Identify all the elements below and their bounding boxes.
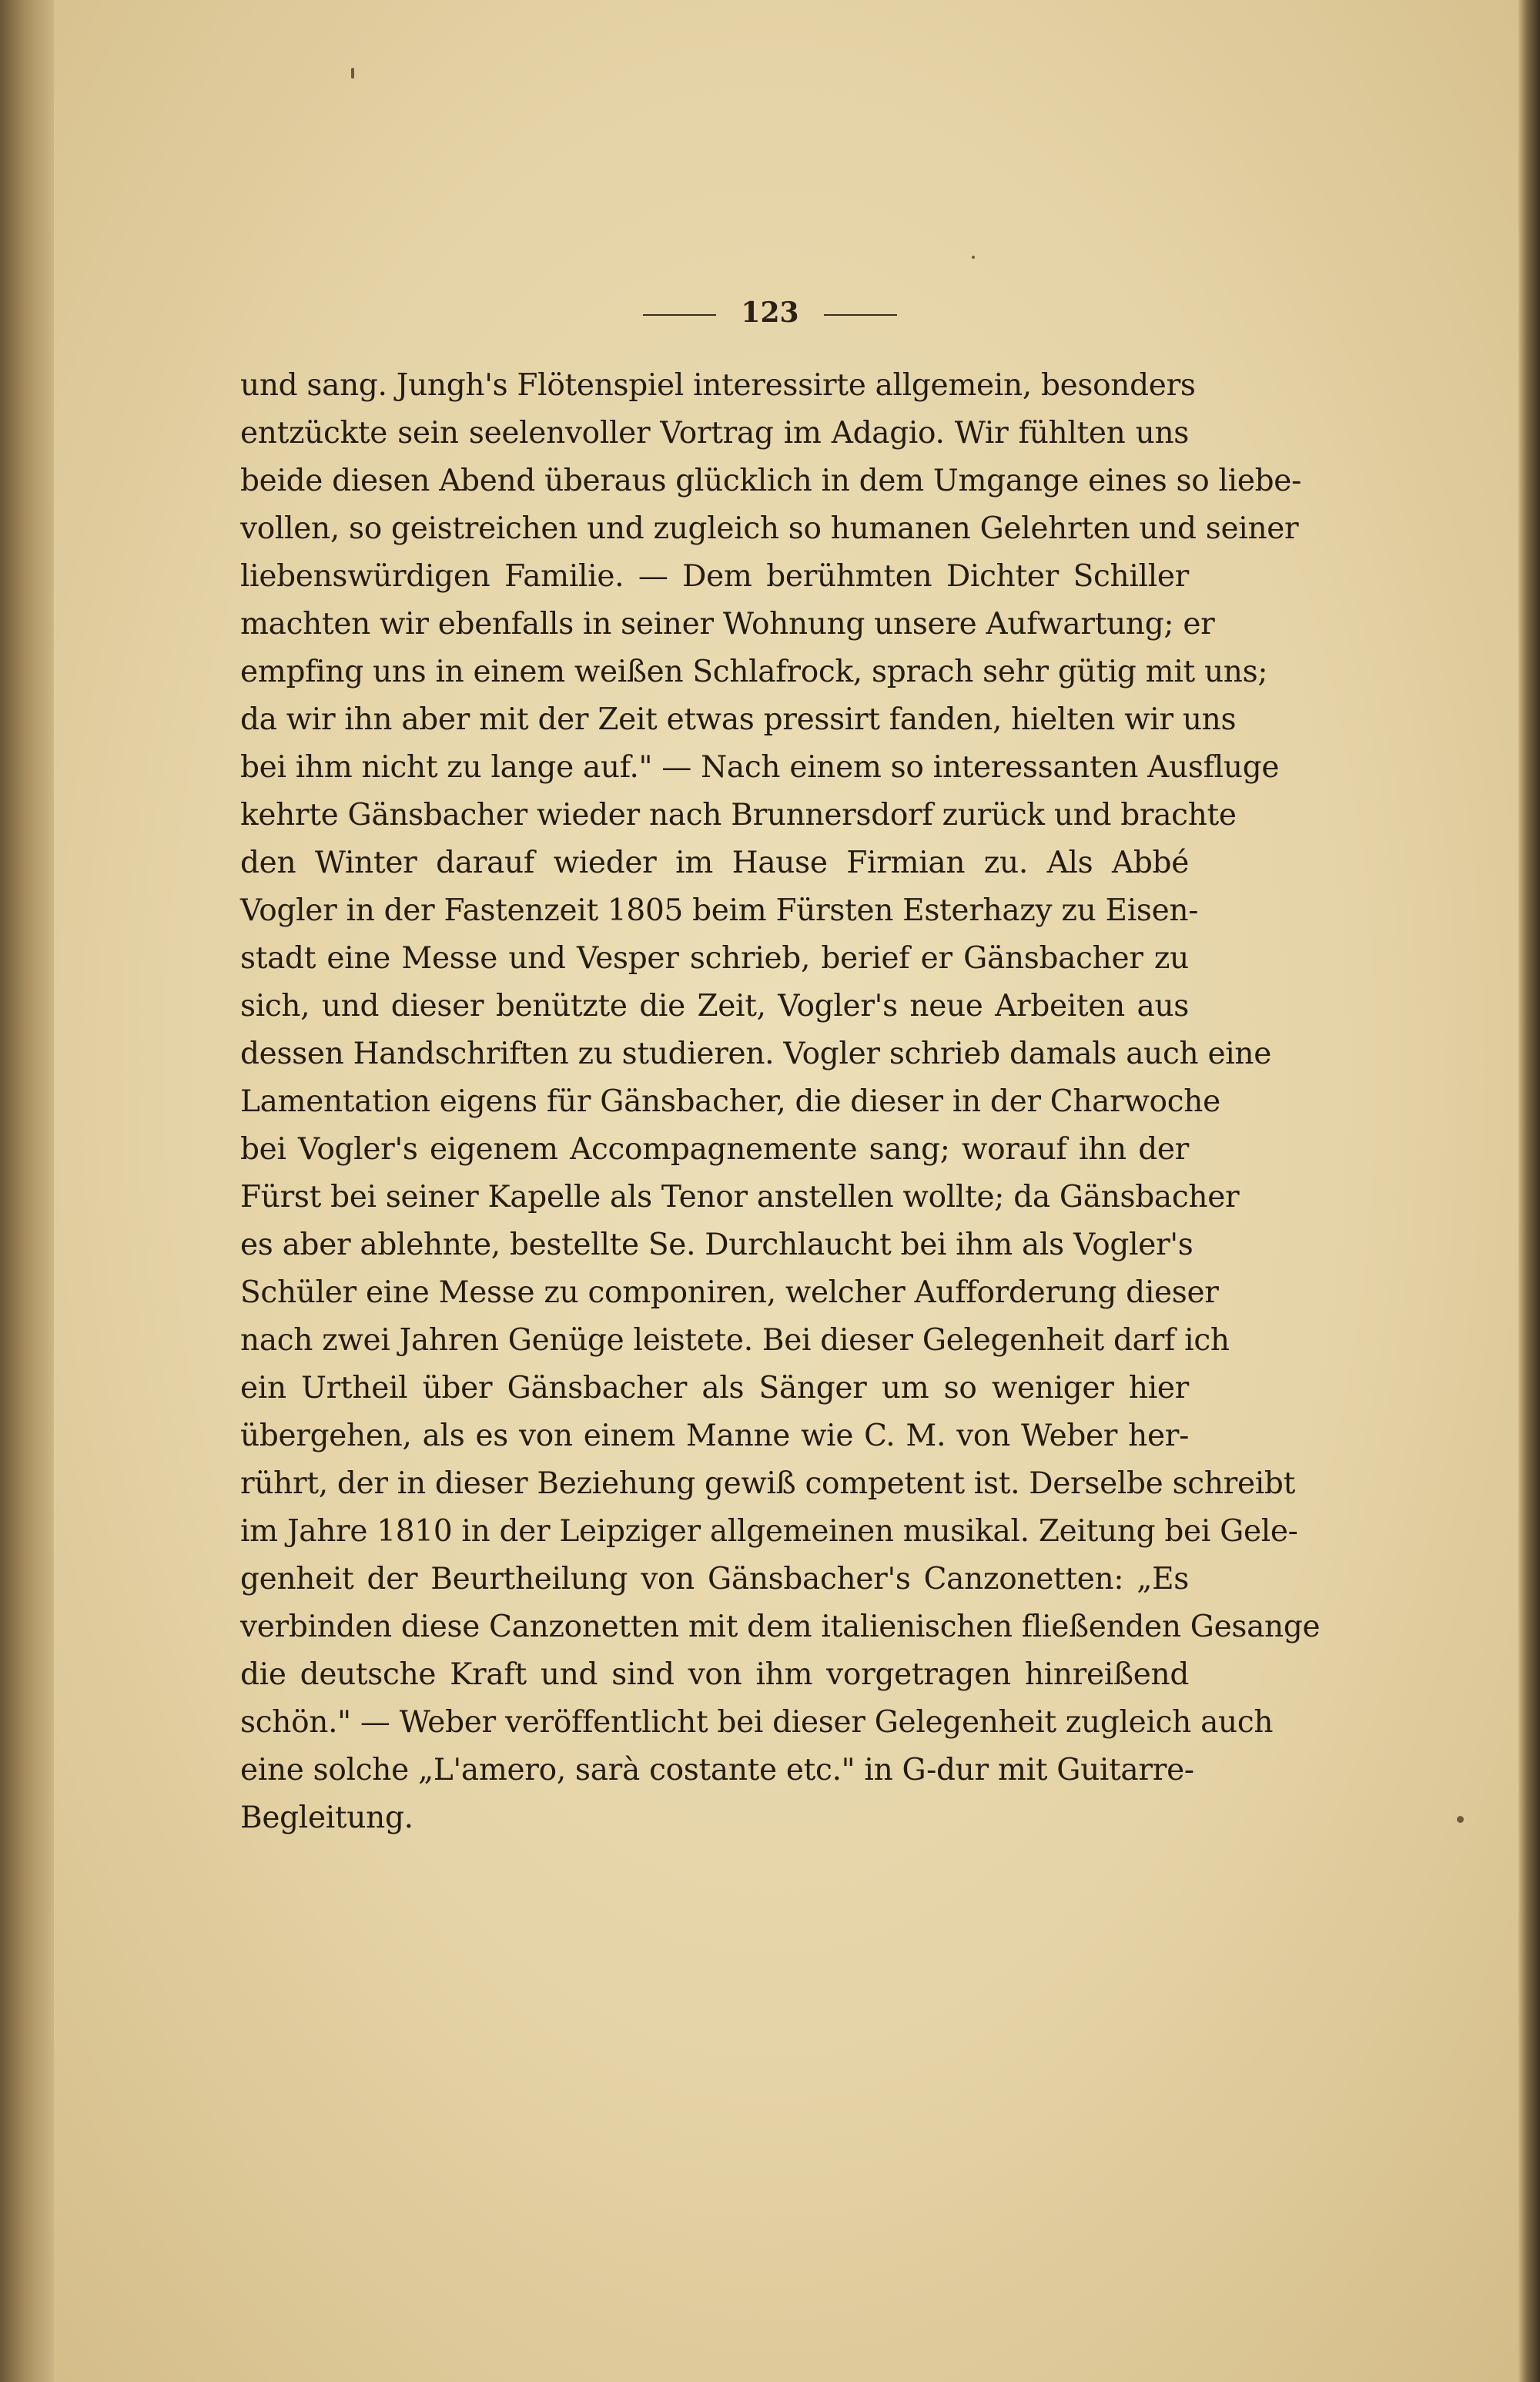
text-line: vollen, so geistreichen und zugleich so humanen Gelehrten und seiner	[240, 511, 1299, 546]
paper-speck	[351, 68, 354, 79]
text-line: bei Vogler's eigenem Accompagnemente sang; worauf ihn der	[240, 1132, 1189, 1167]
text-line: sich, und dieser benützte die Zeit, Vogler's neue Arbeiten aus	[240, 989, 1189, 1023]
text-line: empfing uns in einem weißen Schlafrock, sprach sehr gütig mit uns;	[240, 655, 1268, 689]
text-line: entzückte sein seelenvoller Vortrag im Adagio. Wir fühlten uns	[240, 416, 1189, 451]
text-line: Schüler eine Messe zu componiren, welcher Aufforderung dieser	[240, 1275, 1219, 1310]
text-line: ein Urtheil über Gänsbacher als Sänger um so weniger hier	[240, 1371, 1189, 1405]
page-header	[0, 296, 1540, 329]
text-line: Begleitung.	[240, 1801, 413, 1835]
text-line: liebenswürdigen Familie. — Dem berühmten Dichter Schiller	[240, 559, 1189, 594]
text-line: eine solche „L'amero, sarà costante etc." in G-dur mit Guitarre-	[240, 1753, 1194, 1787]
text-line: Lamentation eigens für Gänsbacher, die dieser in der Charwoche	[240, 1084, 1220, 1119]
text-line: rührt, der in dieser Beziehung gewiß competent ist. Derselbe schreibt	[240, 1466, 1295, 1501]
text-line: stadt eine Messe und Vesper schrieb, berief er Gänsbacher zu	[240, 941, 1189, 976]
text-line: genheit der Beurtheilung von Gänsbacher's Canzonetten: „Es	[240, 1562, 1189, 1596]
header-rule-left	[643, 314, 716, 316]
paper-speck	[1457, 1816, 1464, 1823]
text-line: die deutsche Kraft und sind von ihm vorgetragen hinreißend	[240, 1657, 1189, 1692]
text-line: und sang. Jungh's Flötenspiel interessirte allgemein, besonders	[240, 368, 1196, 403]
text-line: bei ihm nicht zu lange auf." — Nach einem so interessanten Ausfluge	[240, 750, 1280, 785]
paper-speck	[972, 256, 975, 259]
binding-gutter	[0, 0, 54, 2382]
header-rule-right	[824, 314, 897, 316]
text-line: dessen Handschriften zu studieren. Vogler schrieb damals auch eine	[240, 1037, 1271, 1071]
text-line: den Winter darauf wieder im Hause Firmian zu. Als Abbé	[240, 846, 1189, 880]
body-text	[240, 362, 1321, 1842]
page-edge	[1518, 0, 1540, 2382]
text-line: schön." — Weber veröffentlicht bei dieser Gelegenheit zugleich auch	[240, 1705, 1274, 1740]
text-line: es aber ablehnte, bestellte Se. Durchlaucht bei ihm als Vogler's	[240, 1228, 1194, 1262]
text-line: Fürst bei seiner Kapelle als Tenor anstellen wollte; da Gänsbacher	[240, 1180, 1240, 1214]
text-line: da wir ihn aber mit der Zeit etwas pressirt fanden, hielten wir uns	[240, 702, 1237, 737]
text-line: kehrte Gänsbacher wieder nach Brunnersdorf zurück und brachte	[240, 798, 1237, 833]
text-line: Vogler in der Fastenzeit 1805 beim Fürsten Esterhazy zu Eisen-	[240, 893, 1199, 928]
text-line: beide diesen Abend überaus glücklich in dem Umgange eines so liebe-	[240, 464, 1301, 498]
text-line: verbinden diese Canzonetten mit dem italienischen fließenden Gesange	[240, 1610, 1321, 1644]
text-line: nach zwei Jahren Genüge leistete. Bei dieser Gelegenheit darf ich	[240, 1323, 1230, 1358]
page-number: 123	[741, 296, 799, 329]
text-line: machten wir ebenfalls in seiner Wohnung unsere Aufwartung; er	[240, 607, 1215, 642]
text-line: übergehen, als es von einem Manne wie C. M. von Weber her-	[240, 1419, 1189, 1453]
text-line: im Jahre 1810 in der Leipziger allgemeinen musikal. Zeitung bei Gele-	[240, 1514, 1298, 1549]
